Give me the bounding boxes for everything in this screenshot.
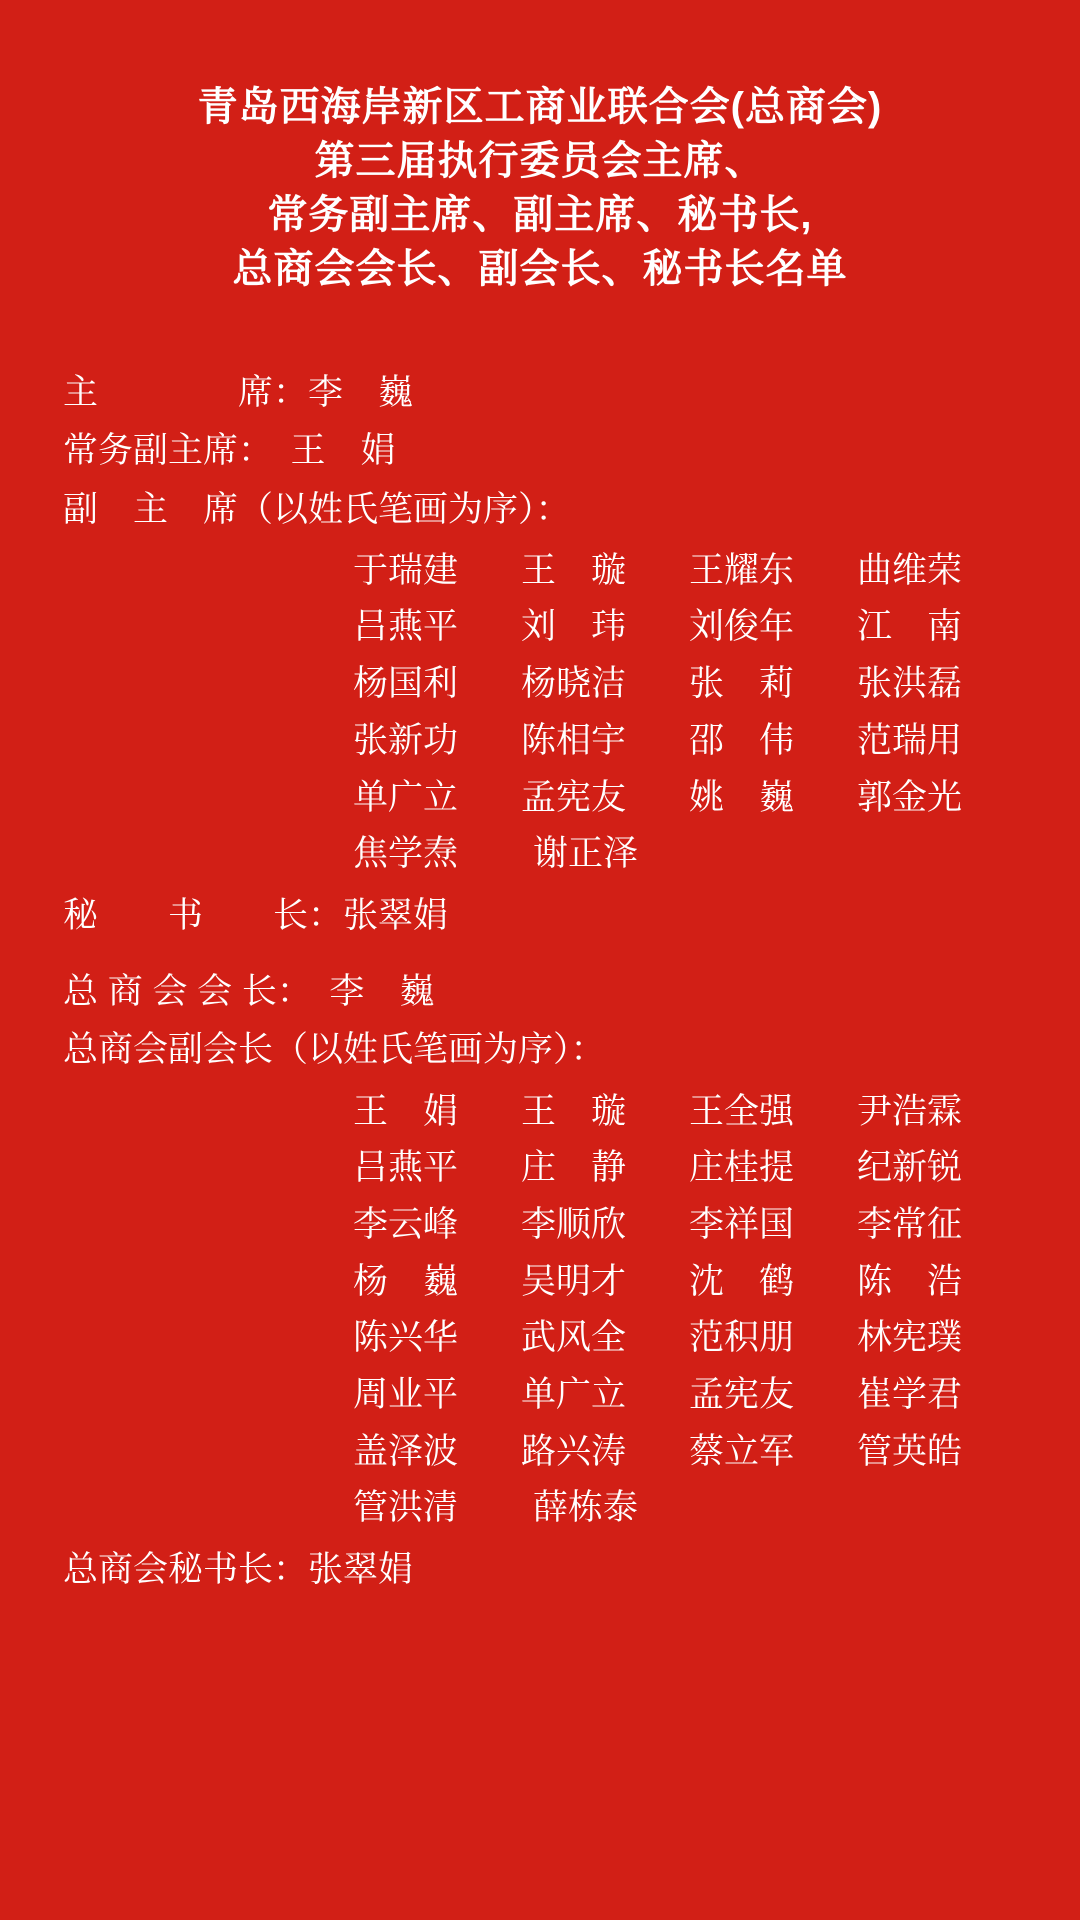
- coc-secretary-general-label: 总商会秘书长：: [63, 1550, 309, 1590]
- names-row: [353, 656, 1025, 713]
- name-item: 蔡立军: [689, 1431, 795, 1471]
- title-line-3: 常务副主席、副主席、秘书长,: [267, 193, 813, 237]
- name-item: 李顺欣: [521, 1205, 627, 1244]
- name-item: 李祥国: [689, 1205, 795, 1244]
- names-row: [353, 1254, 1025, 1311]
- name-item: 庄桂提: [689, 1148, 795, 1188]
- name-item: 吕燕平: [353, 607, 459, 647]
- name-item: 郭金光: [857, 777, 963, 817]
- names-row: [353, 1084, 1025, 1141]
- chairman-row: [63, 366, 1025, 420]
- coc-vice-president-label-row: [63, 1023, 1025, 1077]
- names-row: [353, 599, 1025, 656]
- coc-president-label: 总 商 会 会 长：: [63, 972, 295, 1012]
- name-item: 吴明才: [521, 1261, 627, 1301]
- name-item: 曲维荣: [857, 550, 963, 590]
- name-item: 李常征: [857, 1205, 963, 1244]
- name-item: 张 莉: [689, 664, 795, 704]
- section-gap: [63, 947, 1025, 965]
- name-item: 盖泽波: [353, 1431, 459, 1471]
- name-item: 武风全: [521, 1318, 627, 1358]
- name-item: 庄 静: [521, 1148, 627, 1188]
- name-item: 刘俊年: [689, 607, 795, 647]
- title-line-4: 总商会会长、副会长、秘书长名单: [232, 247, 848, 291]
- name-item: 管洪清: [353, 1488, 459, 1528]
- name-item: 焦学焘: [353, 834, 459, 874]
- name-item: 李云峰: [353, 1205, 459, 1244]
- name-item: 范瑞用: [857, 720, 963, 760]
- name-item: 林宪璞: [857, 1318, 963, 1358]
- vice-chairmen-names: [63, 543, 1025, 883]
- names-row: [353, 826, 1025, 883]
- names-row: [353, 543, 1025, 600]
- name-item: 杨国利: [353, 664, 459, 704]
- names-row: [353, 1310, 1025, 1367]
- name-item: 姚 巍: [689, 777, 795, 817]
- names-row: [353, 1480, 1025, 1537]
- name-item: 江 南: [857, 607, 963, 647]
- names-row: [353, 1140, 1025, 1197]
- exec-vice-chairman-value: 王 娟: [255, 431, 396, 471]
- name-item: 崔学君: [857, 1375, 963, 1415]
- name-item: 谢正泽: [533, 834, 639, 874]
- names-row: [353, 1197, 1025, 1254]
- name-item: 王耀东: [689, 550, 795, 590]
- name-item: 刘 玮: [521, 607, 627, 647]
- coc-secretary-general-value: 张翠娟: [308, 1550, 414, 1590]
- secretary-general-value: 张翠娟: [343, 895, 449, 935]
- document-title: [55, 80, 1025, 296]
- name-item: 范积朋: [689, 1318, 795, 1358]
- coc-president-row: [63, 965, 1025, 1019]
- chairman-value: 李 巍: [308, 373, 414, 412]
- name-item: 陈相宇: [521, 720, 627, 760]
- name-item: 张新功: [353, 720, 459, 760]
- name-item: 王 璇: [521, 1091, 627, 1131]
- names-row: [353, 770, 1025, 827]
- coc-vice-president-label: 总商会副会长（以姓氏笔画为序）：: [63, 1030, 606, 1070]
- name-item: 杨 巍: [353, 1261, 459, 1301]
- name-item: 杨晓洁: [521, 664, 627, 704]
- name-item: 纪新锐: [857, 1148, 963, 1188]
- name-item: 周业平: [353, 1375, 459, 1415]
- name-item: 薛栋泰: [533, 1488, 639, 1528]
- title-line-1: 青岛西海岸新区工商业联合会(总商会): [197, 85, 883, 129]
- exec-vice-chairman-row: [63, 424, 1025, 478]
- secretary-general-label: 秘 书 长：: [63, 895, 344, 935]
- secretary-general-row: [63, 889, 1025, 943]
- names-row: [353, 1367, 1025, 1424]
- name-item: 邵 伟: [689, 720, 795, 760]
- title-line-2: 第三届执行委员会主席、: [314, 139, 766, 183]
- document-body: [55, 366, 1025, 1597]
- name-item: 王 娟: [353, 1091, 459, 1131]
- vice-chairmen-label-row: [63, 483, 1025, 537]
- name-item: 尹浩霖: [857, 1091, 963, 1131]
- names-row: [353, 713, 1025, 770]
- name-item: 单广立: [521, 1375, 627, 1415]
- name-item: 王全强: [689, 1091, 795, 1131]
- name-item: 孟宪友: [521, 777, 627, 817]
- coc-president-value: 李 巍: [294, 972, 435, 1012]
- name-item: 于瑞建: [353, 550, 459, 590]
- name-item: 陈兴华: [353, 1318, 459, 1358]
- name-item: 陈 浩: [857, 1261, 963, 1301]
- name-item: 张洪磊: [857, 664, 963, 704]
- coc-vice-president-names: [63, 1084, 1025, 1538]
- name-item: 路兴涛: [521, 1431, 627, 1471]
- vice-chairmen-label: 副 主 席（以姓氏笔画为序）：: [63, 489, 571, 529]
- name-item: 管英皓: [857, 1431, 963, 1471]
- name-item: 王 璇: [521, 550, 627, 590]
- names-row: [353, 1424, 1025, 1481]
- name-item: 吕燕平: [353, 1148, 459, 1188]
- chairman-label: 主 席：: [63, 373, 309, 412]
- exec-vice-chairman-label: 常务副主席：: [63, 431, 256, 471]
- name-item: 单广立: [353, 777, 459, 817]
- name-item: 沈 鹤: [689, 1261, 795, 1301]
- coc-secretary-general-row: [63, 1543, 1025, 1597]
- name-item: 孟宪友: [689, 1375, 795, 1415]
